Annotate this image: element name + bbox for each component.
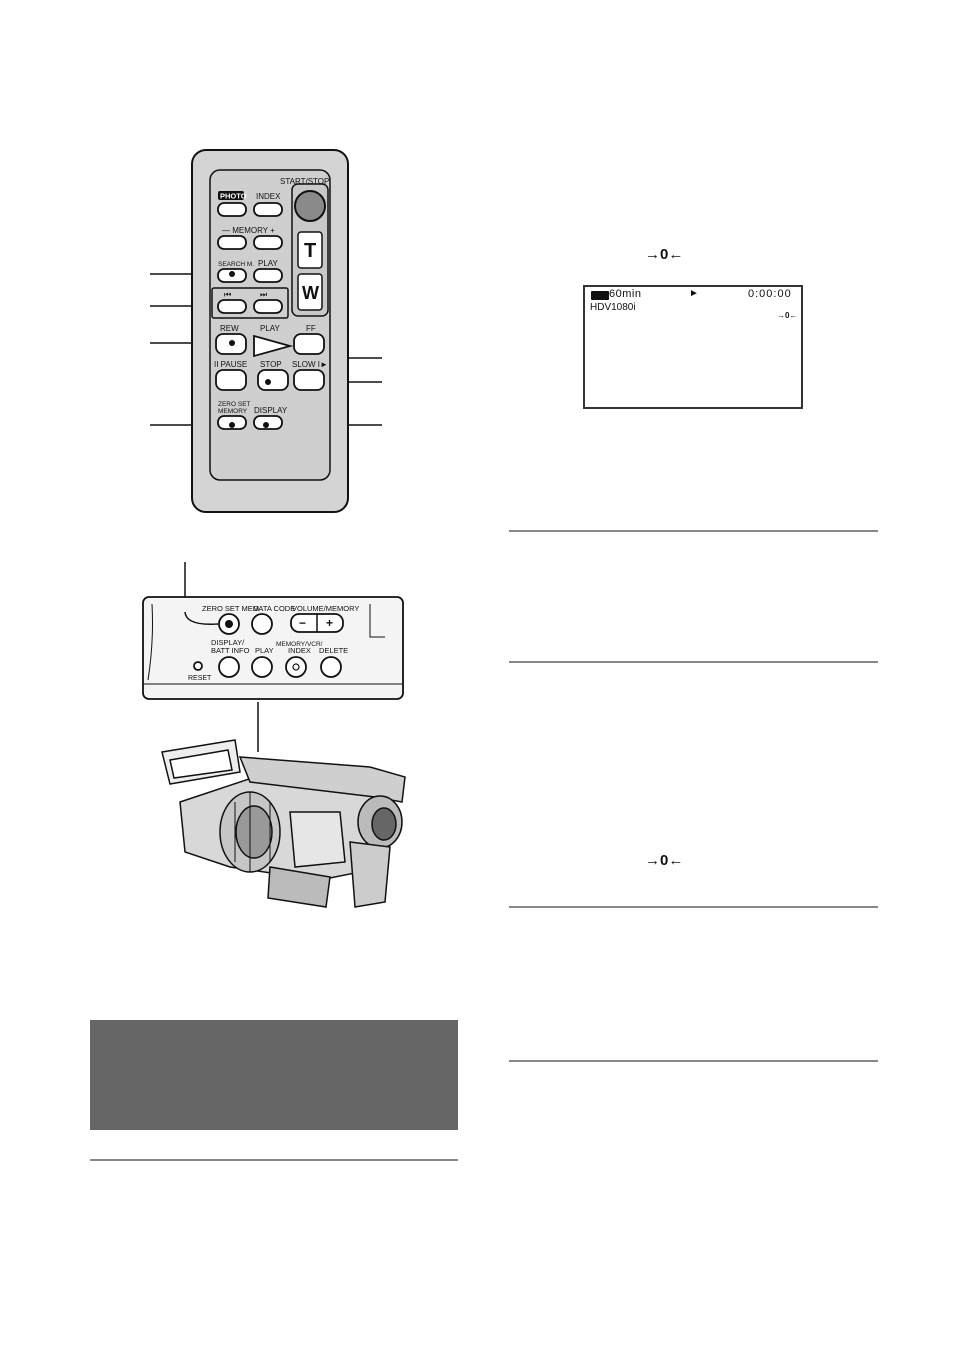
remote-photo-label: PHOTO [220,191,247,201]
remote-w-label: W [302,283,319,303]
remote-index-label: INDEX [256,192,281,201]
camera-data-code-label: DATA CODE [253,604,296,613]
zero-set-symbol-mid: →0← [645,852,684,869]
remote-play-top-label: PLAY [258,259,278,268]
camera-reset-label: RESET [188,675,212,682]
camera-delete-label: DELETE [319,646,349,655]
section-divider [509,530,878,532]
remote-stop-label: STOP [260,360,282,369]
camera-volume-memory-label: VOLUME/MEMORY [292,604,360,613]
lcd-zero-set-indicator: →0← [777,311,798,320]
remote-search-label: SEARCH M. [218,261,255,268]
lcd-play-indicator: ► [689,288,699,299]
camera-play-label: PLAY [255,646,274,655]
camcorder-illustration [140,562,410,917]
remote-zero-set-label-1: ZERO SET [218,401,251,408]
camera-minus-label: − [299,616,307,630]
remote-t-label: T [304,240,317,262]
camera-display-batt-label-2: BATT INFO [211,646,250,655]
remote-play-label: PLAY [260,324,280,333]
section-divider [509,1060,878,1062]
remote-ff-label: FF [306,324,316,333]
zero-set-symbol-top: →0← [645,246,684,263]
lcd-battery-time: 60min [609,288,642,300]
section-divider [509,906,878,908]
lcd-time-counter: 0:00:00 [748,288,792,300]
camera-memory-vcr-label: MEMORY/VCR/ [276,641,323,648]
remote-next-label: ⏭ [260,290,268,299]
remote-zero-set-label-2: MEMORY [218,408,248,415]
remote-start-stop-label: START/STOP [280,177,330,186]
camera-plus-label: + [326,616,334,630]
remote-memory-label: — MEMORY + [222,226,275,235]
section-divider [90,1159,458,1161]
camera-index-label: INDEX [288,646,311,655]
remote-slow-label: SLOW I► [292,360,328,369]
section-heading-box [90,1020,458,1130]
remote-prev-label: ⏮ [224,290,232,299]
remote-control-illustration [150,148,390,518]
section-divider [509,661,878,663]
remote-display-label: DISPLAY [254,406,288,415]
battery-icon [591,291,609,300]
remote-pause-label: II PAUSE [214,360,248,369]
camera-display-batt-label-1: DISPLAY/ [211,638,245,647]
lcd-format: HDV1080i [590,302,636,313]
lcd-screen [583,285,803,409]
camera-zero-set-mem-label: ZERO SET MEM [202,604,259,613]
remote-rew-label: REW [220,324,239,333]
